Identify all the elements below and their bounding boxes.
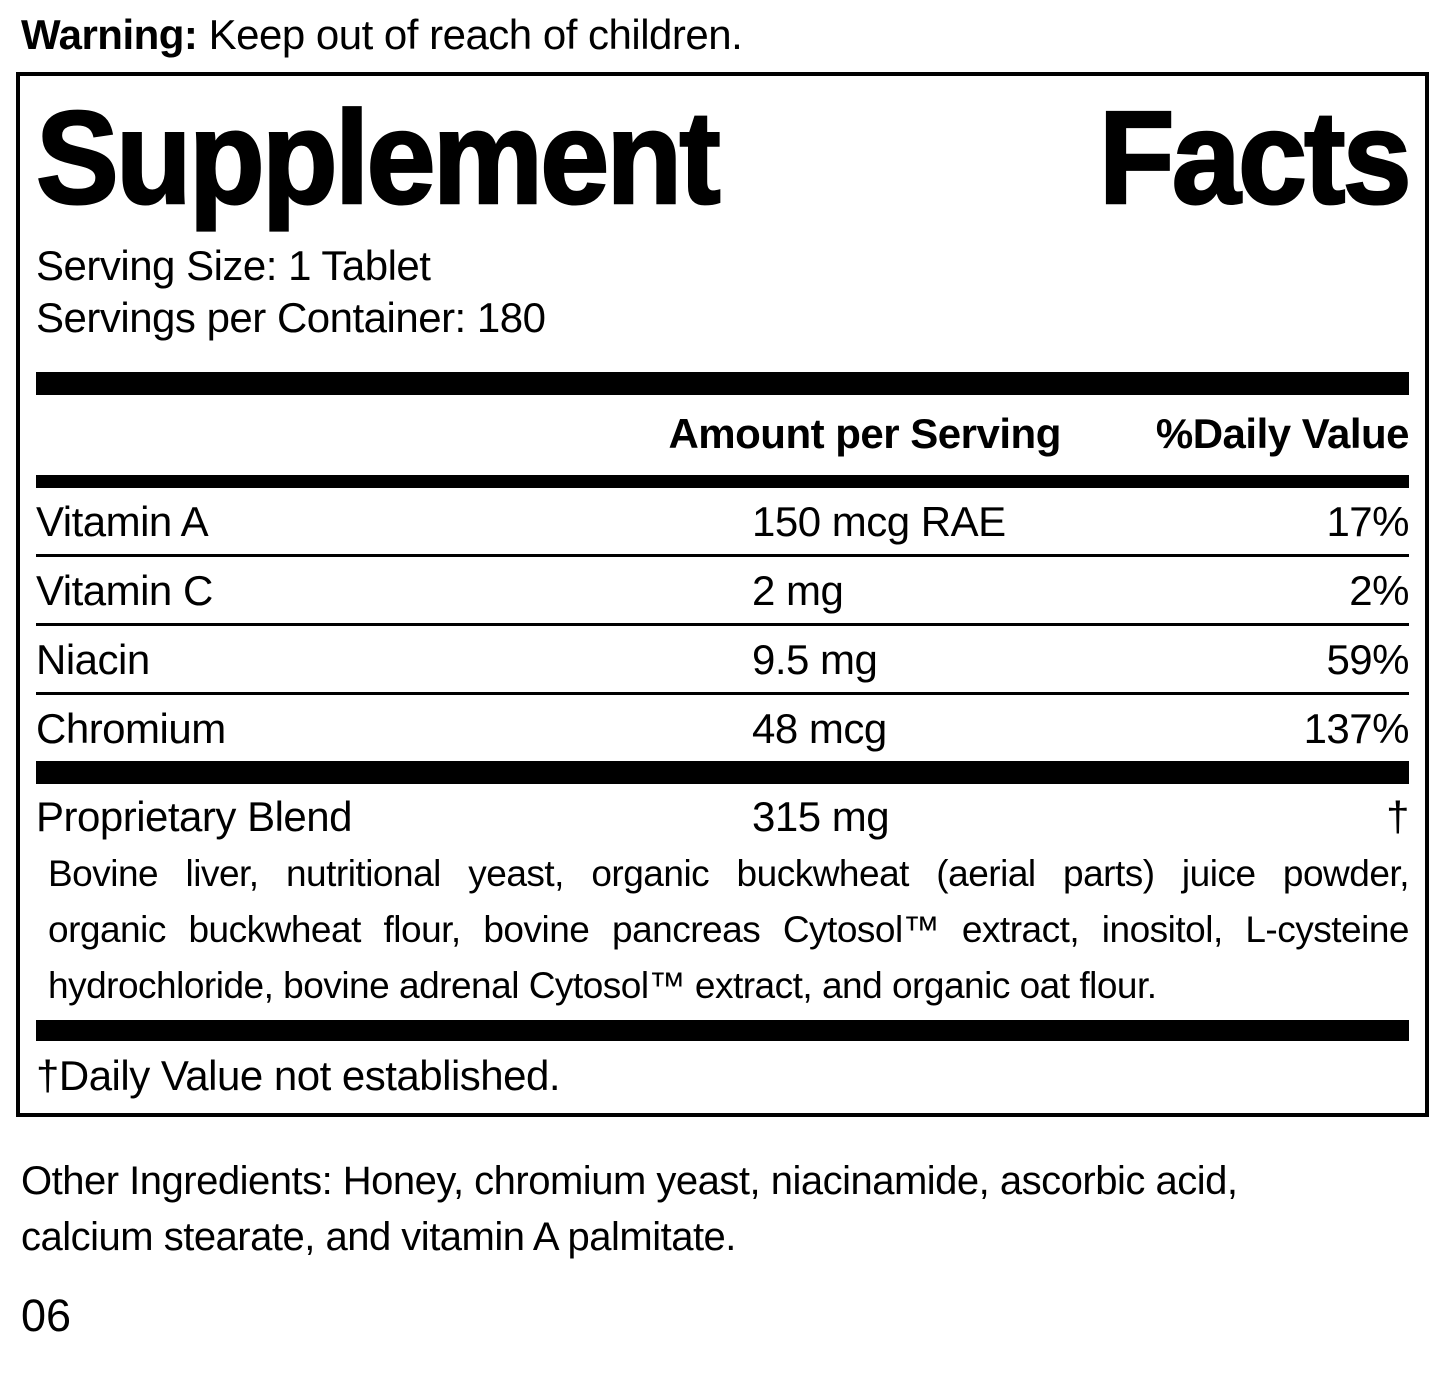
other-ingredients-line-2: calcium stearate, and vitamin A palmitate. <box>21 1215 736 1259</box>
supplement-facts-panel <box>16 72 1429 1117</box>
serving-info <box>36 240 1409 344</box>
thick-divider-header <box>36 475 1409 488</box>
thick-divider-footnote <box>36 1020 1409 1041</box>
panel-title-word-2: Facts <box>1098 83 1409 231</box>
column-header-amount: Amount per Serving <box>668 410 1061 457</box>
nutrient-row-vitamin-c <box>36 557 1409 626</box>
product-code: 06 <box>21 1290 72 1341</box>
nutrient-row-vitamin-a <box>36 488 1409 557</box>
other-ingredients <box>21 1153 1425 1265</box>
thick-divider-blend <box>36 761 1409 784</box>
nutrient-name: Vitamin A <box>36 498 209 545</box>
column-headers <box>36 395 1409 475</box>
proprietary-blend-row <box>36 784 1409 846</box>
panel-title-word-1: Supplement <box>36 83 718 231</box>
warning-body: Keep out of reach of children. <box>197 11 743 58</box>
nutrient-row-niacin <box>36 626 1409 695</box>
nutrient-daily-value: 17% <box>1326 498 1409 545</box>
nutrient-amount: 150 mcg RAE <box>752 498 1006 545</box>
nutrient-row-chromium <box>36 695 1409 761</box>
nutrient-name: Vitamin C <box>36 567 213 614</box>
daily-value-footnote: †Daily Value not established. <box>36 1052 561 1099</box>
proprietary-blend-dagger: † <box>1386 793 1409 840</box>
warning-text <box>21 10 1425 60</box>
blend-description-line-1: Bovine liver, nutritional yeast, organic buckwheat (aerial parts) juice powder, <box>48 853 1409 894</box>
nutrient-daily-value: 59% <box>1326 636 1409 683</box>
proprietary-blend-name: Proprietary Blend <box>36 793 352 840</box>
serving-size: Serving Size: 1 Tablet <box>36 242 431 289</box>
nutrient-name: Chromium <box>36 705 226 752</box>
other-ingredients-line-1: Other Ingredients: Honey, chromium yeast, niacinamide, ascorbic acid, <box>21 1159 1238 1203</box>
panel-title <box>36 82 1409 232</box>
blend-description-line-2: organic buckwheat flour, bovine pancreas Cytosol™ extract, inositol, L-cysteine <box>48 909 1409 950</box>
nutrient-daily-value: 137% <box>1303 705 1409 752</box>
nutrient-amount: 9.5 mg <box>752 636 878 683</box>
warning-label: Warning: <box>21 11 198 58</box>
column-header-daily-value: %Daily Value <box>1155 410 1409 457</box>
servings-per-container: Servings per Container: 180 <box>36 294 546 341</box>
nutrient-amount: 2 mg <box>752 567 844 614</box>
thick-divider-top <box>36 372 1409 395</box>
nutrient-daily-value: 2% <box>1349 567 1409 614</box>
blend-description-line-3: hydrochloride, bovine adrenal Cytosol™ extract, and organic oat flour. <box>48 965 1157 1006</box>
proprietary-blend-amount: 315 mg <box>752 793 890 840</box>
nutrient-amount: 48 mcg <box>752 705 887 752</box>
nutrient-name: Niacin <box>36 636 150 683</box>
blend-description <box>48 846 1409 1014</box>
